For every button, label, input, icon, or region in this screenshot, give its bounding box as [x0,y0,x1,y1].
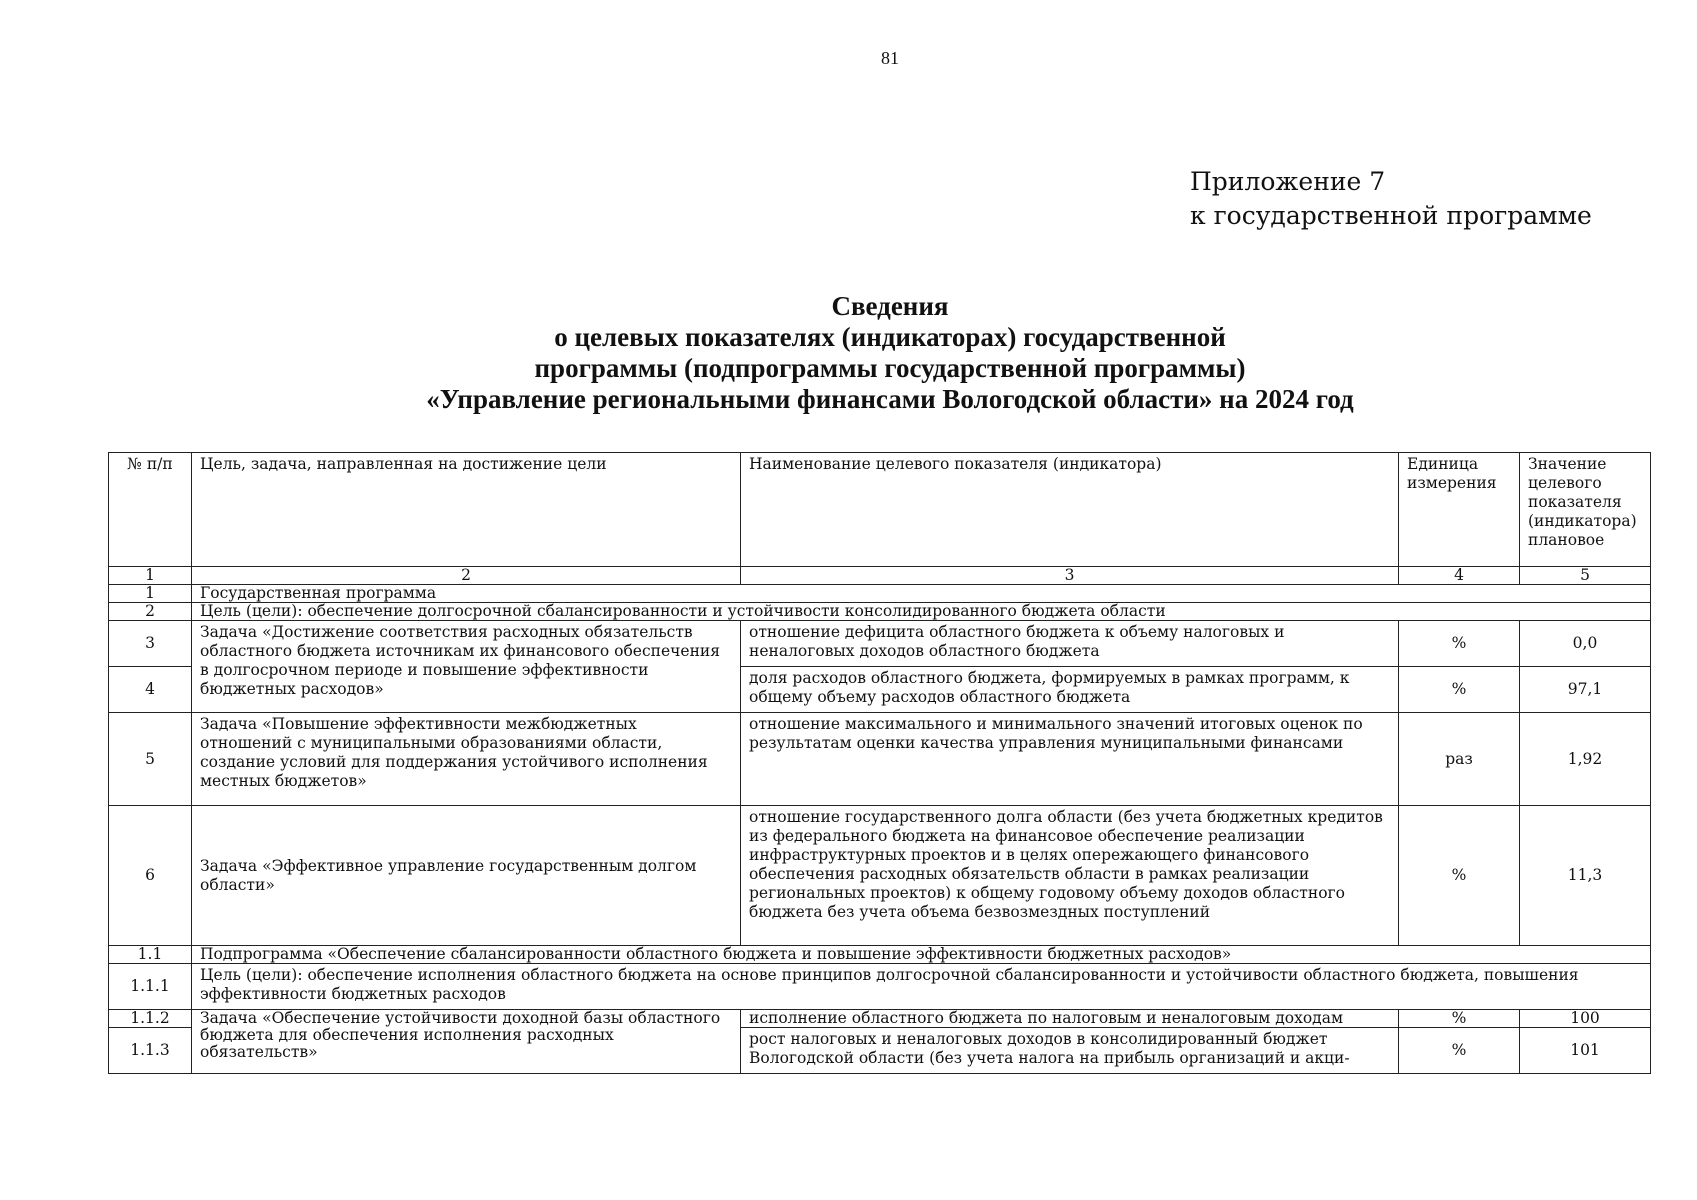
table-row [109,1010,1651,1028]
column-number: 1 [109,567,192,585]
goal-text: Цель (цели): обеспечение исполнения областного бюджета на основе принципов долгосрочной сбалансированности и устойчивости областного бюджета, повышения эффективности бюджетных расходов [192,964,1651,1010]
unit-cell: % [1399,621,1520,667]
column-number: 3 [741,567,1399,585]
header-goal: Цель, задача, направленная на достижение цели [192,453,741,567]
title-line-4: «Управление региональными финансами Вологодской области» на 2024 год [426,384,1354,414]
indicators-table [108,452,1651,1074]
task-text: Задача «Эффективное управление государственным долгом области» [192,806,741,946]
table-row [109,603,1651,621]
column-number: 4 [1399,567,1520,585]
row-number: 1.1 [109,946,192,964]
task-text: Задача «Достижение соответствия расходных обязательств областного бюджета источникам их финансового обеспечения в долгосрочном периоде и повышение эффективности бюджетных расходов» [192,621,741,713]
page-number: 81 [881,48,899,68]
header-value: Значение целевого показателя (индикатора) плановое [1520,453,1651,567]
section-heading: Государственная программа [192,585,1651,603]
row-number: 6 [109,806,192,946]
appendix-line-2: к государственной программе [1190,201,1592,230]
indicator-text: доля расходов областного бюджета, формируемых в рамках программ, к общему объему расходов областного бюджета [741,667,1399,713]
unit-cell: раз [1399,713,1520,806]
table-row [109,621,1651,667]
task-text: Задача «Обеспечение устойчивости доходной базы областного бюджета для обеспечения исполнения расходных обязательств» [192,1010,741,1074]
goal-text: Цель (цели): обеспечение долгосрочной сбалансированности и устойчивости консолидированного бюджета области [192,603,1651,621]
unit-cell: % [1399,667,1520,713]
indicator-text: рост налоговых и неналоговых доходов в консолидированный бюджет Вологодской области (без учета налога на прибыль организаций и акци- [741,1028,1399,1074]
task-text: Задача «Повышение эффективности межбюджетных отношений с муниципальными образованиями области, создание условий для поддержания устойчивого исполнения местных бюджетов» [192,713,741,806]
indicator-text: отношение дефицита областного бюджета к объему налоговых и неналоговых доходов областного бюджета [741,621,1399,667]
row-number: 1 [109,585,192,603]
row-number: 3 [109,621,192,667]
value-cell: 11,3 [1520,806,1651,946]
unit-cell: % [1399,1028,1520,1074]
appendix-note [1190,165,1592,233]
title-line-2: о целевых показателях (индикаторах) государственной [554,322,1226,352]
header-no: № п/п [109,453,192,567]
indicator-text: отношение государственного долга области (без учета бюджетных кредитов из федерального бюджета на финансовое обеспечение реализации инфраструктурных проектов и в целях опережающего финансового обеспечения расходных обязательств области в рамках реализации региональных проектов) к общему годовому объему доходов областного бюджета без учета объема безвозмездных поступлений [741,806,1399,946]
value-cell: 97,1 [1520,667,1651,713]
indicator-text: отношение максимального и минимального значений итоговых оценок по результатам оценки качества управления муниципальными финансами [741,713,1399,806]
value-cell: 1,92 [1520,713,1651,806]
column-number-row [109,567,1651,585]
column-number: 2 [192,567,741,585]
row-number: 1.1.2 [109,1010,192,1028]
header-row [109,453,1651,567]
value-cell: 0,0 [1520,621,1651,667]
header-indicator: Наименование целевого показателя (индикатора) [741,453,1399,567]
row-number: 4 [109,667,192,713]
table-row [109,964,1651,1010]
value-cell: 100 [1520,1010,1651,1028]
row-number: 2 [109,603,192,621]
subprogram-heading: Подпрограмма «Обеспечение сбалансированности областного бюджета и повышение эффективности бюджетных расходов» [192,946,1651,964]
title-line-3: программы (подпрограммы государственной программы) [534,353,1246,383]
table-row [109,946,1651,964]
value-cell: 101 [1520,1028,1651,1074]
unit-cell: % [1399,806,1520,946]
row-number: 5 [109,713,192,806]
table-row [109,806,1651,946]
column-number: 5 [1520,567,1651,585]
title-line-1: Сведения [831,291,949,321]
table-row [109,713,1651,806]
appendix-line-1: Приложение 7 [1190,167,1386,196]
unit-cell: % [1399,1010,1520,1028]
table-row [109,585,1651,603]
row-number: 1.1.1 [109,964,192,1010]
document-title [0,291,1697,415]
header-unit: Единица измерения [1399,453,1520,567]
row-number: 1.1.3 [109,1028,192,1074]
indicator-text: исполнение областного бюджета по налоговым и неналоговым доходам [741,1010,1399,1028]
